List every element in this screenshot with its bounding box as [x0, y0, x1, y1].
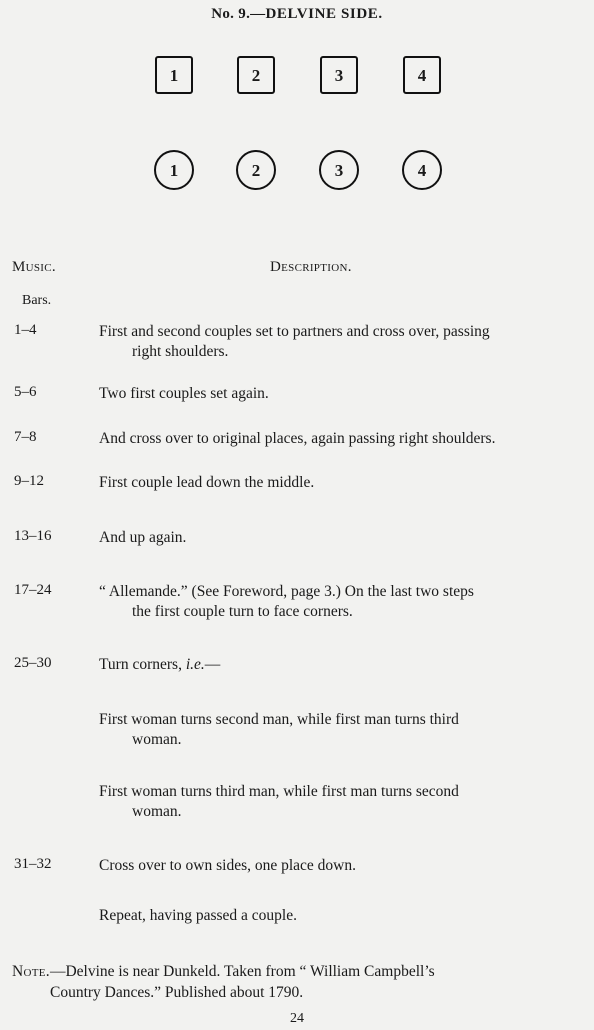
bar-range: 9–12 [14, 473, 44, 489]
step-description: Cross over to own sides, one place down. [99, 857, 356, 874]
woman-position-4: 4 [402, 150, 442, 190]
description-header: Description. [270, 259, 352, 275]
woman-position-1: 1 [154, 150, 194, 190]
step-description: First and second couples set to partners and cross over, passing right shoulders. [99, 323, 490, 360]
bar-range: 13–16 [14, 528, 52, 544]
bar-range: 31–32 [14, 856, 52, 872]
bar-range: 5–6 [14, 384, 37, 400]
man-position-4: 4 [403, 56, 441, 94]
bar-range: 1–4 [14, 322, 37, 338]
step-description: First woman turns third man, while first man turns second woman. [99, 783, 459, 820]
woman-position-2: 2 [236, 150, 276, 190]
step-description: And cross over to original places, again passing right shoulders. [99, 430, 496, 447]
step-description: First woman turns second man, while first man turns third woman. [99, 711, 459, 748]
dance-number: No. 9. [211, 6, 251, 22]
note-label: Note. [12, 963, 50, 980]
step-description: “ Allemande.” (See Foreword, page 3.) On the last two steps the first couple turn to face corners. [99, 583, 474, 620]
step-description: And up again. [99, 529, 187, 546]
step-description: Repeat, having passed a couple. [99, 907, 297, 924]
man-position-2: 2 [237, 56, 275, 94]
footnote: Note.—Delvine is near Dunkeld. Taken from “ William Campbell’s Country Dances.” Published about 1790. [12, 963, 435, 1001]
bar-range: 25–30 [14, 655, 52, 671]
step-description: First couple lead down the middle. [99, 474, 315, 491]
bar-range: 7–8 [14, 429, 37, 445]
step-description: Turn corners, i.e.— [99, 656, 221, 673]
bars-header: Bars. [22, 293, 52, 308]
page-title: No. 9.—DELVINE SIDE. [211, 6, 383, 22]
bar-range: 17–24 [14, 582, 52, 598]
page-number: 24 [290, 1011, 304, 1026]
step-description: Two first couples set again. [99, 385, 269, 402]
man-position-3: 3 [320, 56, 358, 94]
man-position-1: 1 [155, 56, 193, 94]
woman-position-3: 3 [319, 150, 359, 190]
music-header: Music. [12, 259, 56, 275]
dance-name: DELVINE SIDE. [265, 6, 383, 22]
